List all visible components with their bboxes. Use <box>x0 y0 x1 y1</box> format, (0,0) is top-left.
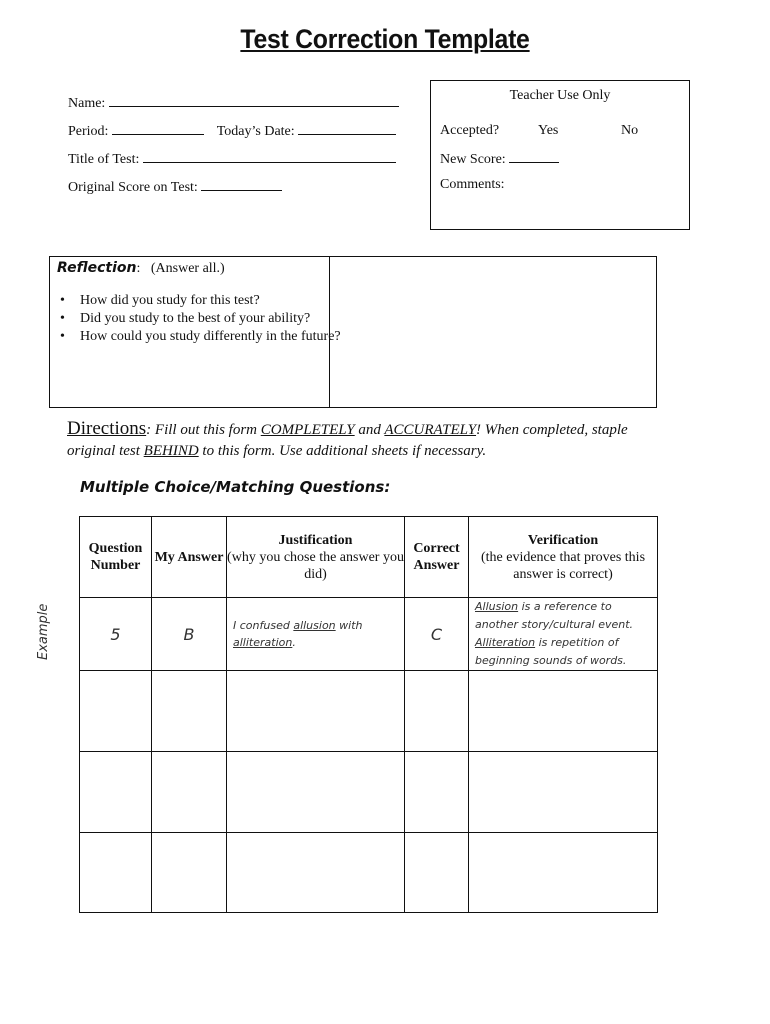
cell-verification[interactable] <box>469 752 658 833</box>
original-score-label: Original Score on Test: <box>68 180 198 195</box>
directions-text: ! When completed, staple original test <box>67 422 628 459</box>
accepted-label: Accepted? <box>440 123 500 138</box>
corrections-table <box>79 516 658 913</box>
date-field[interactable] <box>298 122 396 135</box>
cell-correct-answer[interactable] <box>405 671 469 752</box>
cell-correct-answer[interactable] <box>405 833 469 913</box>
reflection-title: Reflection <box>57 260 137 276</box>
reflection-answer-area[interactable] <box>330 257 656 407</box>
reflection-heading: Reflection: (Answer all.) <box>57 260 225 276</box>
header-question-number: Question Number <box>80 517 152 598</box>
cell-question-number[interactable] <box>80 671 152 752</box>
header-justification-sub: (why you chose the answer you did) <box>227 549 404 582</box>
date-label: Today’s Date: <box>216 124 295 139</box>
test-title-line <box>68 150 396 168</box>
example-my-answer: B <box>152 598 227 671</box>
directions-accurately: ACCURATELY <box>384 422 477 438</box>
directions-text: to this form. Use additional sheets if necessary. <box>202 443 487 459</box>
accepted-no[interactable]: No <box>621 123 639 138</box>
directions: Directions: Fill out this form COMPLETELY and ACCURATELY! When completed, staple original test BEHIND to this form. Use additional sheets if necessary. <box>67 418 628 459</box>
header-justification: Justification (why you chose the answer you did) <box>227 517 405 598</box>
reflection-instruction: (Answer all.) <box>150 261 225 276</box>
example-label: Example <box>36 603 51 660</box>
reflection-question: • How did you study for this test? <box>80 292 348 310</box>
directions-completely: COMPLETELY <box>260 422 355 438</box>
reflection-question: • Did you study to the best of your ability? <box>80 310 348 328</box>
cell-verification[interactable] <box>469 833 658 913</box>
accepted-yes[interactable]: Yes <box>538 123 559 138</box>
cell-question-number[interactable] <box>80 833 152 913</box>
cell-my-answer[interactable] <box>152 833 227 913</box>
original-score-field[interactable] <box>201 178 282 191</box>
directions-text: Fill out this form <box>154 422 257 438</box>
example-justification: I confused allusion with alliteration. <box>227 598 405 671</box>
mcq-heading: Multiple Choice/Matching Questions: <box>80 478 391 496</box>
page-title: Test Correction Template <box>240 24 530 54</box>
example-row <box>80 598 658 671</box>
cell-question-number[interactable] <box>80 752 152 833</box>
directions-behind: BEHIND <box>143 443 199 459</box>
comments-row <box>440 177 505 193</box>
new-score-field[interactable] <box>509 150 559 163</box>
new-score-label: New Score: <box>440 152 506 167</box>
comments-label: Comments: <box>440 177 505 192</box>
cell-correct-answer[interactable] <box>405 752 469 833</box>
test-title-field[interactable] <box>143 150 396 163</box>
cell-justification[interactable] <box>227 833 405 913</box>
directions-text: and <box>358 422 381 438</box>
cell-my-answer[interactable] <box>152 671 227 752</box>
example-verification: Allusion is a reference to another story/cultural event. Alliteration is repetition of beginning sounds of words. <box>469 598 658 671</box>
example-correct-answer: C <box>405 598 469 671</box>
reflection-questions <box>58 292 348 346</box>
period-field[interactable] <box>112 122 204 135</box>
period-label: Period: <box>68 124 109 139</box>
name-field[interactable] <box>109 94 399 107</box>
test-title-label: Title of Test: <box>68 152 140 167</box>
cell-justification[interactable] <box>227 752 405 833</box>
new-score-row <box>440 150 559 168</box>
reflection-question: • How could you study differently in the future? <box>80 328 348 346</box>
table-row <box>80 833 658 913</box>
table-row <box>80 752 658 833</box>
header-verification: Verification (the evidence that proves this answer is correct) <box>469 517 658 598</box>
cell-justification[interactable] <box>227 671 405 752</box>
cell-my-answer[interactable] <box>152 752 227 833</box>
directions-label: Directions <box>67 418 147 439</box>
reflection-box <box>49 256 657 408</box>
name-label: Name: <box>68 96 106 111</box>
header-correct-answer: Correct Answer <box>405 517 469 598</box>
period-date-line <box>68 122 396 140</box>
cell-verification[interactable] <box>469 671 658 752</box>
table-row <box>80 671 658 752</box>
header-my-answer: My Answer <box>152 517 227 598</box>
table-header-row <box>80 517 658 598</box>
header-verification-sub: (the evidence that proves this answer is correct) <box>480 549 646 582</box>
accepted-row <box>440 123 639 139</box>
teacher-use-box <box>430 80 690 230</box>
example-question: 5 <box>80 598 152 671</box>
teacher-heading: Teacher Use Only <box>509 88 611 103</box>
original-score-line <box>68 178 282 196</box>
name-line <box>68 94 399 112</box>
